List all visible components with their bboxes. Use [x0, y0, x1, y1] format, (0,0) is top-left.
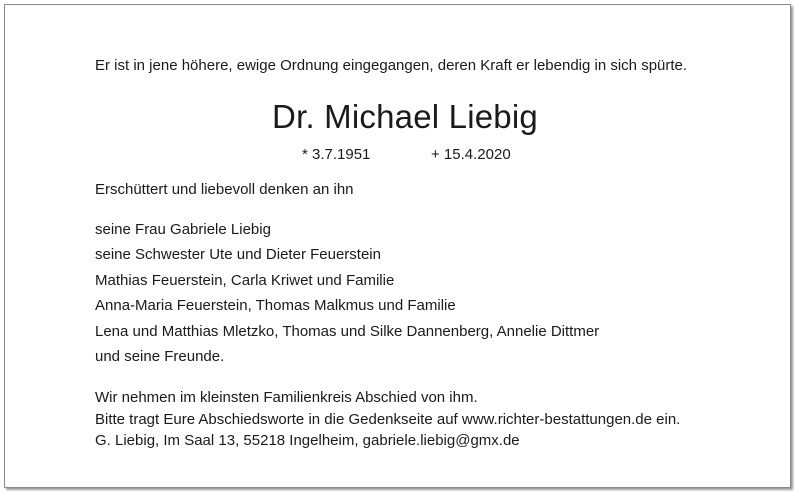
- mourner-line: seine Schwester Ute und Dieter Feuerstein: [95, 246, 381, 264]
- obituary-notice: [4, 4, 791, 488]
- death-date: + 15.4.2020: [431, 146, 511, 163]
- closing-remarks: [95, 387, 680, 452]
- mourner-line: Lena und Matthias Mletzko, Thomas und Silke Dannenberg, Annelie Dittmer: [95, 322, 600, 340]
- mourners-list: [95, 217, 599, 369]
- condolence-note: Bitte tragt Eure Abschiedsworte in die Gedenkseite auf www.richter-bestattungen.de ein.: [95, 410, 681, 428]
- birth-date: * 3.7.1951: [302, 146, 371, 163]
- deceased-name: Dr. Michael Liebig: [272, 98, 538, 135]
- mourner-line: Mathias Feuerstein, Carla Kriwet und Familie: [95, 271, 395, 289]
- mourner-line: seine Frau Gabriele Liebig: [95, 221, 271, 238]
- mourner-line: Anna-Maria Feuerstein, Thomas Malkmus und Familie: [95, 297, 456, 315]
- contact-address: G. Liebig, Im Saal 13, 55218 Ingelheim, gabriele.liebig@gmx.de: [95, 432, 520, 449]
- farewell-note: Wir nehmen im kleinsten Familienkreis Abschied von ihm.: [95, 389, 478, 406]
- memorial-quote: Er ist in jene höhere, ewige Ordnung eingegangen, deren Kraft er lebendig in sich spürte.: [95, 57, 688, 74]
- mourner-line: und seine Freunde.: [95, 348, 225, 366]
- mourning-intro: Erschüttert und liebevoll denken an ihn: [95, 181, 354, 198]
